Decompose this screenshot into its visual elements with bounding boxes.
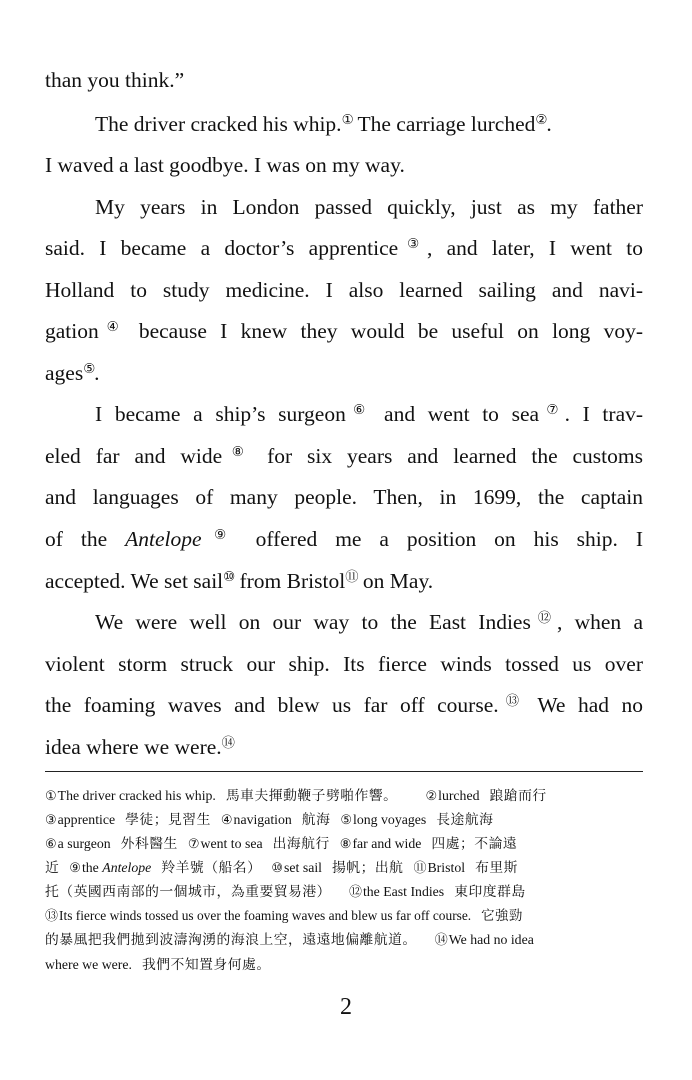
footnote-chinese: 羚羊號（船名）	[161, 860, 262, 875]
footnote-marker: ⑭	[434, 932, 448, 947]
footnote-chinese: 近	[45, 860, 60, 875]
footnote-marker: ⑤	[340, 812, 353, 827]
footnote-english: We had no idea	[448, 932, 534, 947]
text-span: because I knew they would be useful on long voy-	[125, 319, 643, 343]
footnote-marker: ⑦	[187, 836, 200, 851]
footnote-chinese: 出海航行	[272, 836, 330, 851]
note-marker: ⑭	[221, 734, 234, 750]
footnote-line	[45, 834, 643, 854]
text-line	[45, 483, 643, 511]
text-line	[45, 650, 643, 678]
text-span: The carriage lurched	[352, 112, 536, 136]
footnote-line	[45, 786, 643, 806]
footnote-english: set sail	[284, 860, 322, 875]
ship-name: Antelope	[125, 527, 202, 551]
text-line	[45, 234, 643, 265]
text-span: .	[546, 112, 552, 136]
footnote-chinese: 它強勁	[481, 908, 523, 923]
paragraph-line	[45, 193, 643, 221]
note-marker: ⑨	[201, 526, 238, 542]
footnote-ship-name: Antelope	[102, 860, 152, 875]
footnote-chinese: 學徒；見習生	[125, 812, 211, 827]
paragraph-line	[45, 400, 643, 431]
text-line	[45, 442, 643, 473]
footnote-english: long voyages	[353, 812, 427, 827]
footnote-chinese: 踉蹌而行	[489, 788, 547, 803]
text-span: , and later, I went to	[426, 236, 644, 260]
text-line	[45, 525, 643, 556]
text-span: , when a	[556, 610, 643, 634]
text-span: of the	[45, 527, 126, 551]
text-span: on May.	[357, 569, 434, 593]
footnote-line	[45, 810, 643, 830]
note-marker: ④	[98, 318, 126, 334]
text-span: eled far and wide	[45, 444, 223, 468]
footnote-chinese: 東印度群島	[454, 884, 526, 899]
text-span: Holland to study medicine. I also learned sailing and navi-	[45, 278, 643, 302]
footnote-english: the	[81, 860, 103, 875]
footnote-chinese: 馬車夫揮動鞭子劈啪作響。	[225, 788, 398, 803]
footnote-marker: ⑥	[45, 836, 57, 851]
text-span: violent storm struck our ship. Its fierce winds tossed us over	[45, 652, 643, 676]
note-marker: ⑬	[498, 692, 526, 708]
text-span: from Bristol	[234, 569, 346, 593]
footnote-line	[45, 882, 643, 902]
text-line	[45, 151, 643, 179]
footnote-line	[45, 930, 643, 950]
footnote-english: Bristol	[427, 860, 466, 875]
note-marker: ⑧	[222, 443, 253, 459]
text-line	[45, 276, 643, 304]
text-span: gation	[45, 319, 99, 343]
note-marker: ⑪	[345, 568, 358, 584]
note-marker: ①	[341, 111, 353, 127]
footnote-chinese: 長途航海	[436, 812, 494, 827]
text-line	[45, 567, 643, 598]
text-span: offered me a position on his ship. I	[237, 527, 643, 551]
footnote-english: a surgeon	[57, 836, 111, 851]
text-span: .	[94, 361, 100, 385]
footnote-marker: ⑪	[413, 860, 427, 875]
footnote-marker: ④	[220, 812, 233, 827]
text-span: and went to sea	[371, 402, 540, 426]
text-span: said. I became a doctor’s apprentice	[45, 236, 399, 260]
text-line	[45, 66, 643, 94]
paragraph-line	[45, 110, 643, 141]
page-number: 2	[340, 994, 352, 1020]
footnote-chinese: 布里斯	[475, 860, 518, 875]
note-marker: ⑤	[83, 360, 95, 376]
footnote-line	[45, 955, 643, 975]
text-line	[45, 691, 643, 722]
footnote-chinese: 航海	[301, 812, 331, 827]
footnote-line	[45, 906, 643, 926]
paragraph-line	[45, 608, 643, 639]
footnote-chinese: 我們不知置身何處。	[141, 957, 271, 972]
footnote-chinese: 的暴風把我們拋到波濤洶湧的海浪上空，遠遠地偏離航道。	[45, 932, 417, 947]
footnote-english: The driver cracked his whip.	[57, 788, 216, 803]
text-span: I waved a last goodbye. I was on my way.	[45, 153, 405, 177]
text-span: accepted. We set sail	[45, 569, 224, 593]
note-marker: ⑦	[539, 401, 565, 417]
footnote-marker: ⑨	[69, 860, 81, 875]
footnote-marker: ⑩	[271, 860, 284, 875]
footnote-english: lurched	[438, 788, 480, 803]
text-span: We had no	[525, 693, 643, 717]
footnote-marker: ②	[425, 788, 438, 803]
footnote-chinese: 托（英國西南部的一個城市，為重要貿易港）	[45, 884, 331, 899]
footnote-marker: ③	[45, 812, 57, 827]
footnote-english: apprentice	[57, 812, 116, 827]
text-span: ages	[45, 361, 84, 385]
text-span: . I trav-	[564, 402, 644, 426]
text-span: and languages of many people. Then, in 1699, the captain	[45, 485, 643, 509]
note-marker: ②	[535, 111, 547, 127]
footnote-marker: ⑬	[45, 908, 59, 923]
note-marker: ⑩	[223, 568, 235, 584]
footnote-marker: ①	[45, 788, 57, 803]
text-span: My years in London passed quickly, just as my father	[95, 195, 643, 219]
footnote-english: the East Indies	[362, 884, 445, 899]
note-marker: ⑥	[345, 401, 372, 417]
footnote-chinese: 四處；不論遠	[431, 836, 518, 851]
text-span: I became a ship’s surgeon	[95, 402, 346, 426]
footnote-chinese: 揚帆；出航	[331, 860, 404, 875]
text-line	[45, 359, 643, 390]
text-line	[45, 733, 643, 764]
footnote-chinese: 外科醫生	[120, 836, 178, 851]
text-line	[45, 317, 643, 348]
text-span: idea where we were.	[45, 735, 222, 759]
note-marker: ③	[398, 235, 427, 251]
footnote-english: far and wide	[352, 836, 422, 851]
footnote-line	[45, 858, 643, 878]
footnote-english: where we were.	[45, 957, 132, 972]
footnote-english: went to sea	[200, 836, 263, 851]
text-span: for six years and learned the customs	[252, 444, 643, 468]
footnote-divider	[45, 771, 643, 772]
footnote-marker: ⑧	[339, 836, 352, 851]
footnote-marker: ⑫	[348, 884, 362, 899]
note-marker: ⑫	[530, 609, 557, 625]
footnote-english: Its fierce winds tossed us over the foaming waves and blew us far off course.	[59, 908, 472, 923]
text-span: the foaming waves and blew us far off course.	[45, 693, 499, 717]
text-span: The driver cracked his whip.	[95, 112, 342, 136]
footnote-english: navigation	[233, 812, 292, 827]
text-span: We were well on our way to the East Indies	[95, 610, 531, 634]
text-span: than you think.”	[45, 68, 185, 92]
